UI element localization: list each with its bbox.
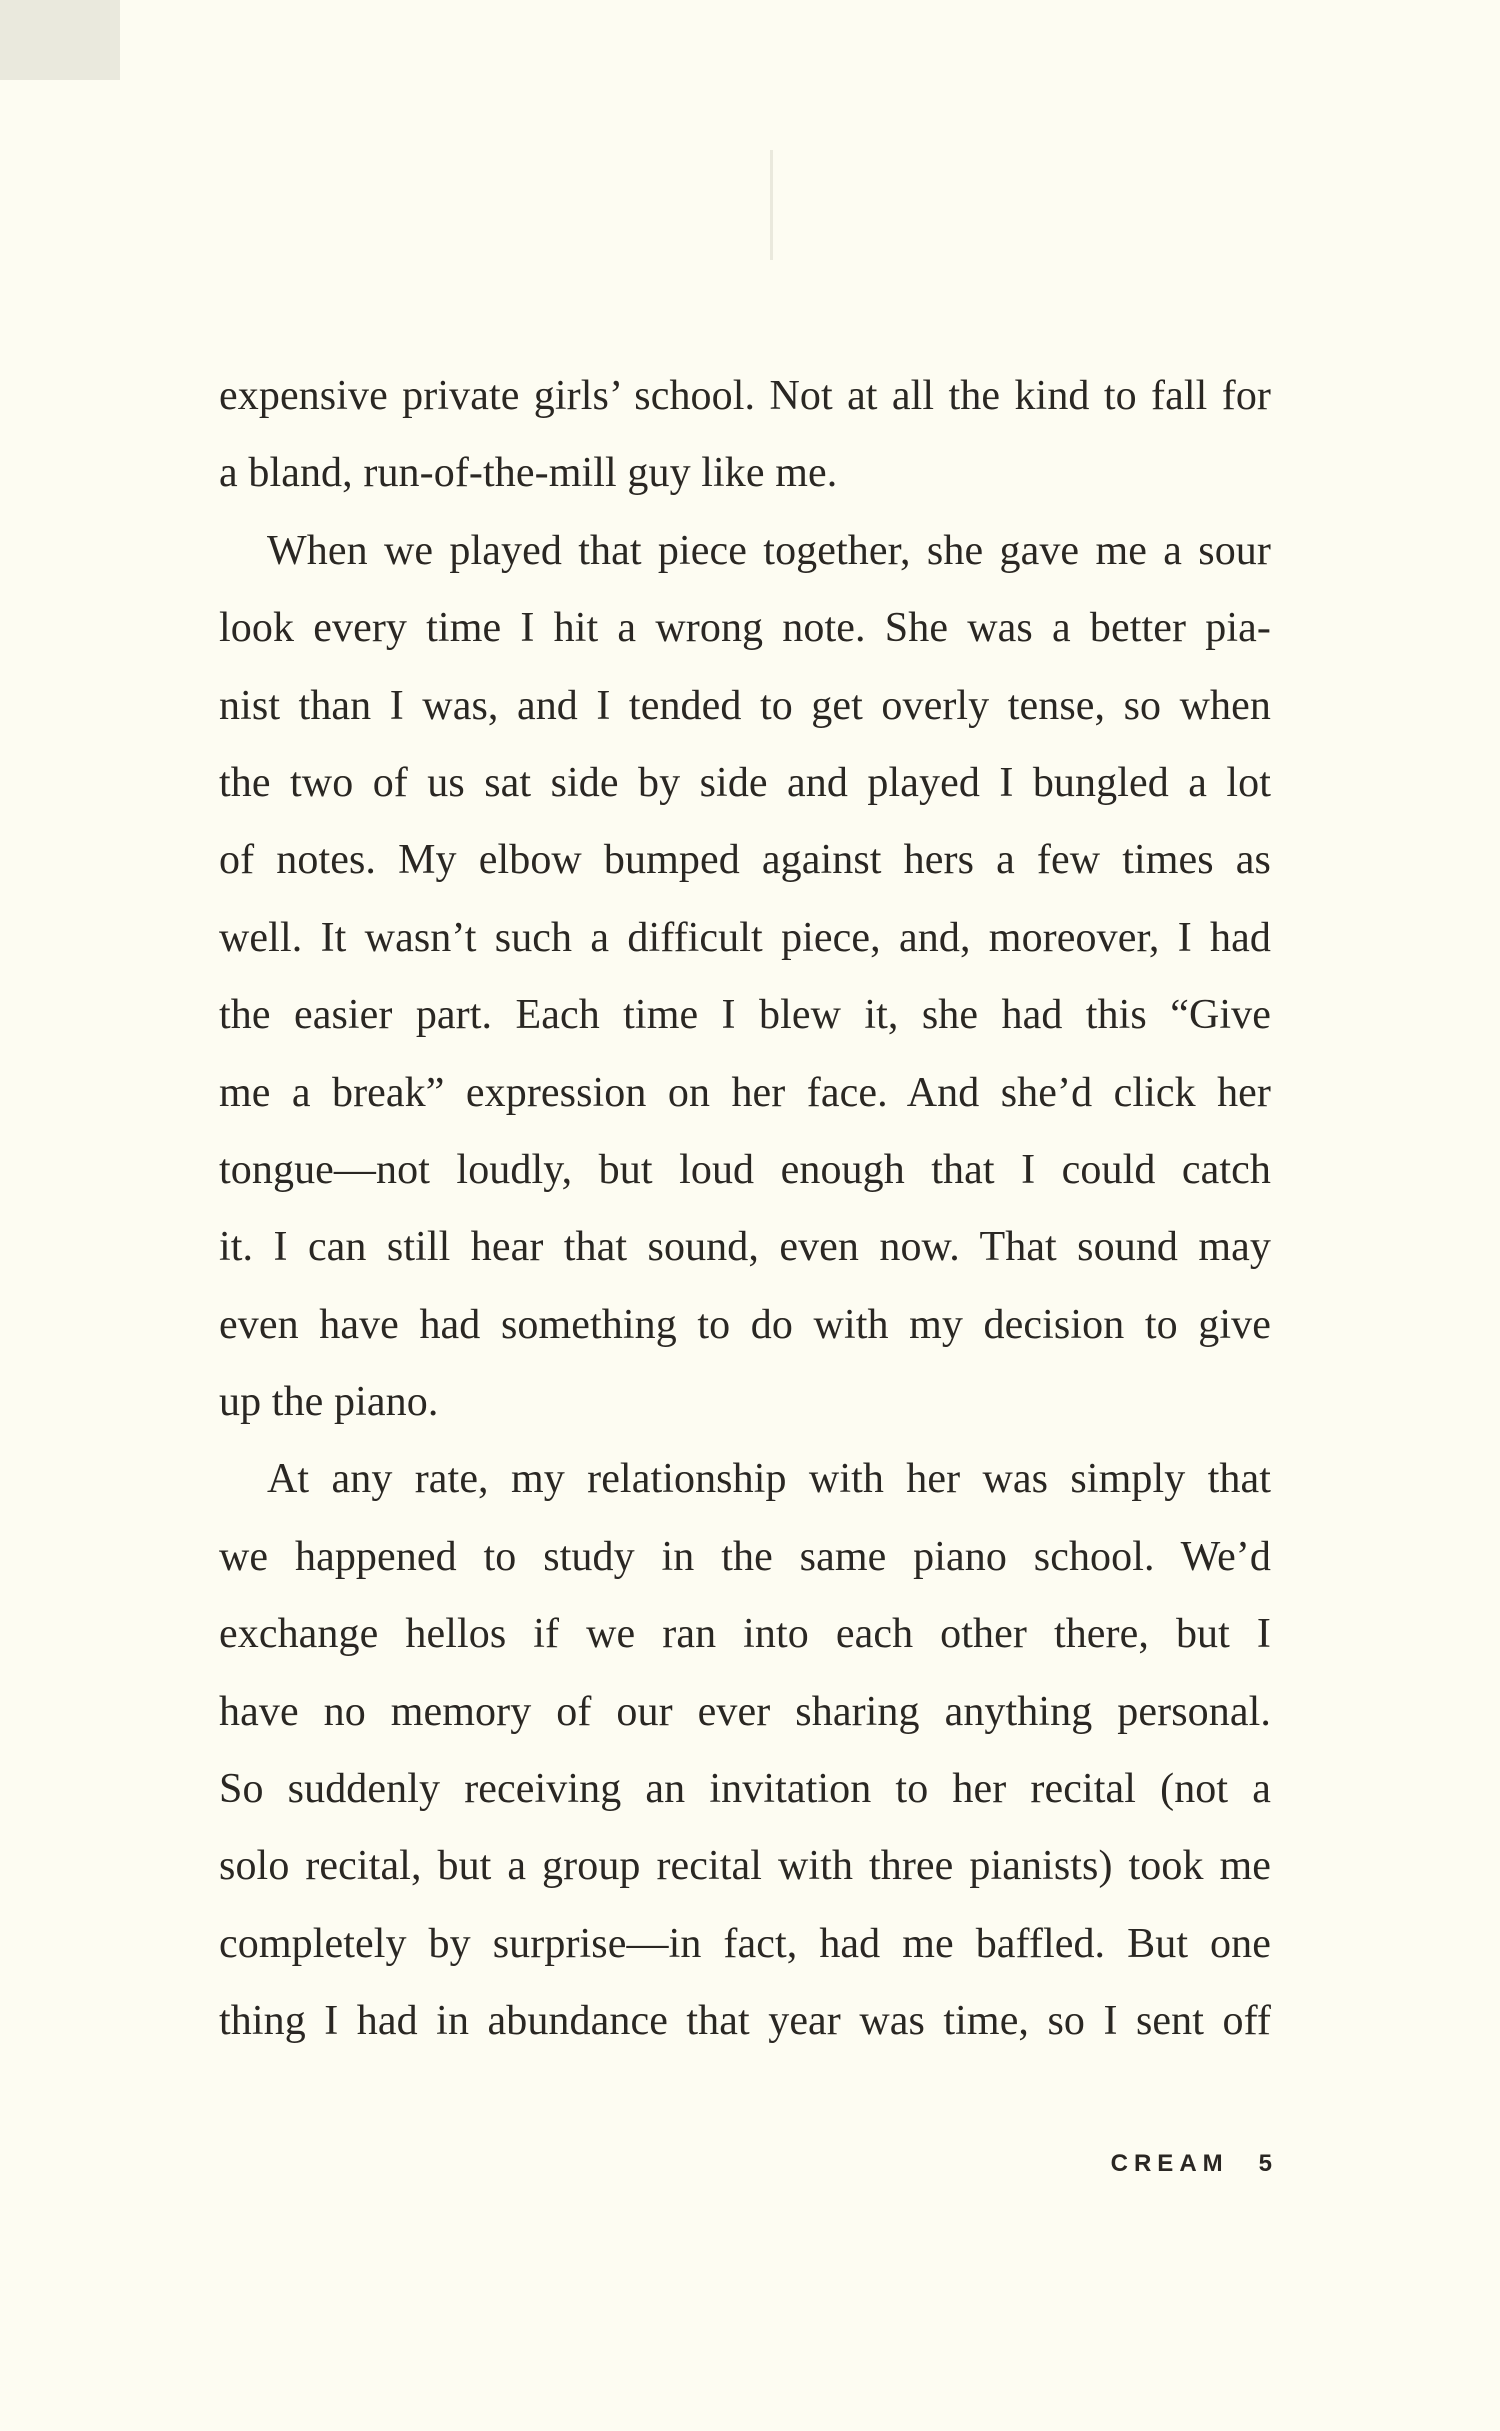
text-line: the two of us sat side by side and played I bungled a lot [219,759,1271,806]
text-line: nist than I was, and I tended to get overly tense, so when [219,682,1271,729]
scan-crease-mark [770,150,773,260]
text-line: a bland, run-of-the-mill guy like me. [219,450,838,497]
text-line: of notes. My elbow bumped against hers a few times as [219,837,1271,884]
text-line: At any rate, my relationship with her was simply that [267,1456,1271,1503]
text-line: up the piano. [219,1379,439,1426]
text-line: we happened to study in the same piano school. We’d [219,1533,1271,1580]
text-line: completely by surprise—in fact, had me baffled. But one [219,1920,1271,1967]
text-line: the easier part. Each time I blew it, she had this “Give [219,992,1271,1039]
text-line: it. I can still hear that sound, even now. That sound may [219,1224,1271,1271]
text-line: thing I had in abundance that year was time, so I sent off [219,1998,1271,2045]
scan-edge-mark [0,0,120,80]
text-line: have no memory of our ever sharing anything personal. [219,1688,1271,1735]
text-line: even have had something to do with my decision to give [219,1301,1271,1348]
page-number: 5 [1258,2150,1272,2177]
body-text [219,358,1271,2061]
text-line: When we played that piece together, she gave me a sour [267,527,1271,574]
text-line: tongue—not loudly, but loud enough that I could catch [219,1146,1271,1193]
text-line: me a break” expression on her face. And she’d click her [219,1069,1271,1116]
text-line: solo recital, but a group recital with three pianists) took me [219,1843,1271,1890]
text-line: well. It wasn’t such a difficult piece, and, moreover, I had [219,914,1271,961]
text-line: look every time I hit a wrong note. She was a better pia- [219,605,1271,652]
running-head: CREAM [1110,2150,1229,2177]
page-footer [1111,2150,1272,2178]
text-line: expensive private girls’ school. Not at all the kind to fall for [219,373,1271,419]
text-line: So suddenly receiving an invitation to her recital (not a [219,1766,1271,1813]
text-line: exchange hellos if we ran into each other there, but I [219,1611,1271,1658]
